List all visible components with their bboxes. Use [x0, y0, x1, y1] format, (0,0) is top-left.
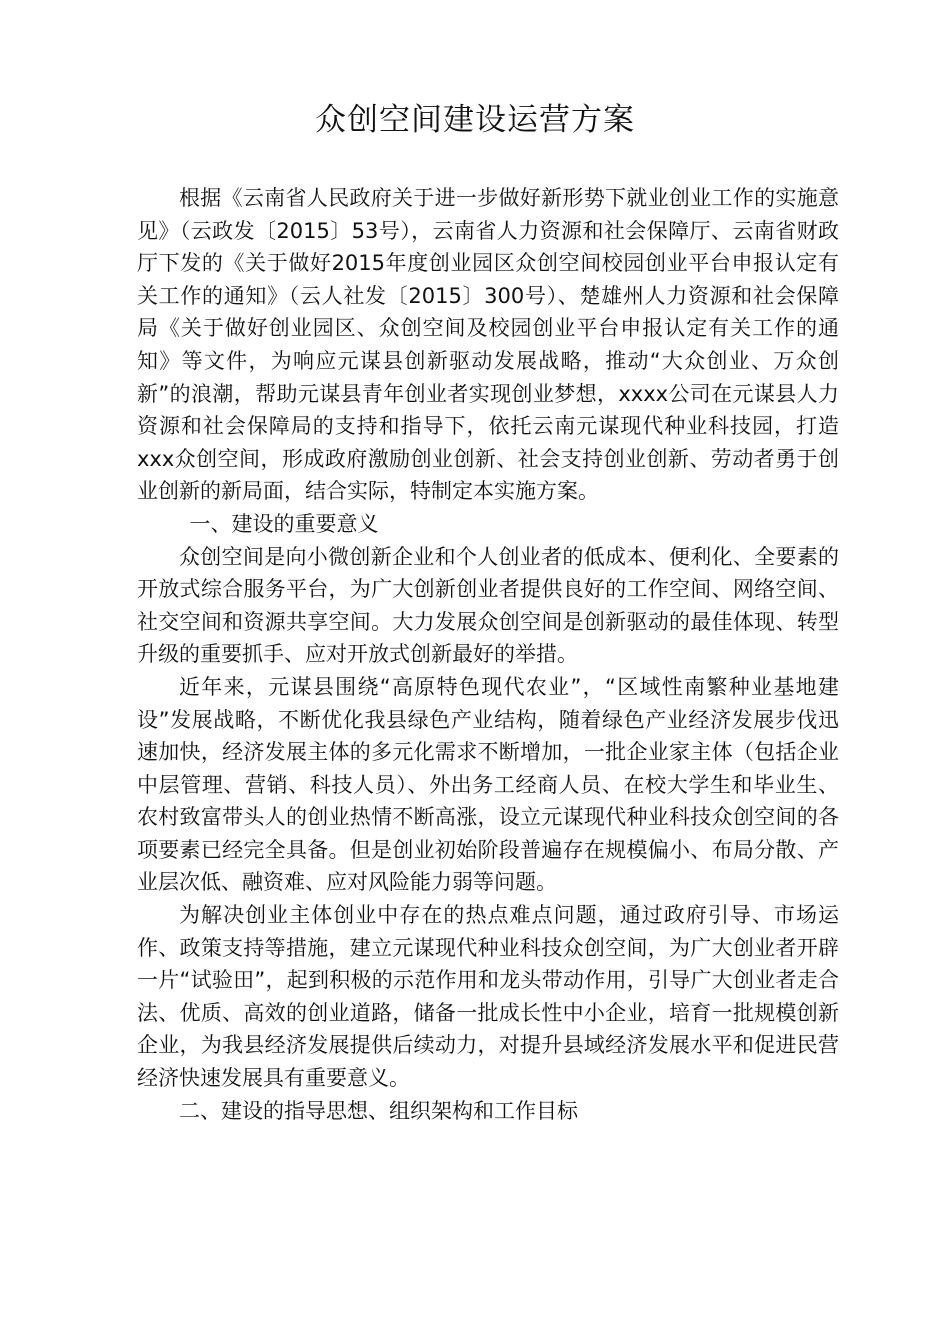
page-title: 众创空间建设运营方案: [315, 102, 635, 138]
document-body: [137, 182, 839, 1127]
paragraph-significance: 众创空间是向小微创新企业和个人创业者的低成本、便利化、全要素的开放式综合服务平台，为广大创新创业者提供良好的工作空间、网络空间、社交空间和资源共享空间。大力发展众创空间是创新驱动的最佳体现、转型升级的重要抓手、应对开放式创新最好的举措。: [137, 544, 839, 667]
paragraph-background: 近年来，元谋县围绕“高原特色现代农业”，“区域性南繁种业基地建设”发展战略，不断优化我县绿色产业结构，随着绿色产业经济发展步伐迅速加快，经济发展主体的多元化需求不断增加，一批企业家主体（包括企业中层管理、营销、科技人员）、外出务工经商人员、在校大学生和毕业生、农村致富带头人的创业热情不断高涨，设立元谋现代种业科技众创空间的各项要素已经完全具备。但是创业初始阶段普遍存在规模偏小、布局分散、产业层次低、融资难、应对风险能力弱等问题。: [137, 674, 839, 895]
section-heading-1: 一、建设的重要意义: [189, 511, 379, 536]
section-heading-2: 二、建设的指导思想、组织架构和工作目标: [179, 1098, 578, 1123]
paragraph-purpose: 为解决创业主体创业中存在的热点难点问题，通过政府引导、市场运作、政策支持等措施，建立元谋现代种业科技众创空间，为广大创业者开辟一片“试验田”，起到积极的示范作用和龙头带动作用，引导广大创业者走合法、优质、高效的创业道路，储备一批成长性中小企业，培育一批规模创新企业，为我县经济发展提供后续动力，对提升县域经济发展水平和促进民营经济快速发展具有重要意义。: [137, 903, 839, 1091]
paragraph-intro: 根据《云南省人民政府关于进一步做好新形势下就业创业工作的实施意见》（云政发〔2015〕53号），云南省人力资源和社会保障厅、云南省财政厅下发的《关于做好2015年度创业园区众创空间校园创业平台申报认定有关工作的通知》（云人社发〔2015〕300号）、楚雄州人力资源和社会保障局《关于做好创业园区、众创空间及校园创业平台申报认定有关工作的通知》等文件，为响应元谋县创新驱动发展战略，推动“大众创业、万众创新”的浪潮，帮助元谋县青年创业者实现创业梦想，xxxx公司在元谋县人力资源和社会保障局的支持和指导下，依托云南元谋现代种业科技园，打造xxx众创空间，形成政府激励创业创新、社会支持创业创新、劳动者勇于创业创新的新局面，结合实际，特制定本实施方案。: [137, 186, 839, 504]
